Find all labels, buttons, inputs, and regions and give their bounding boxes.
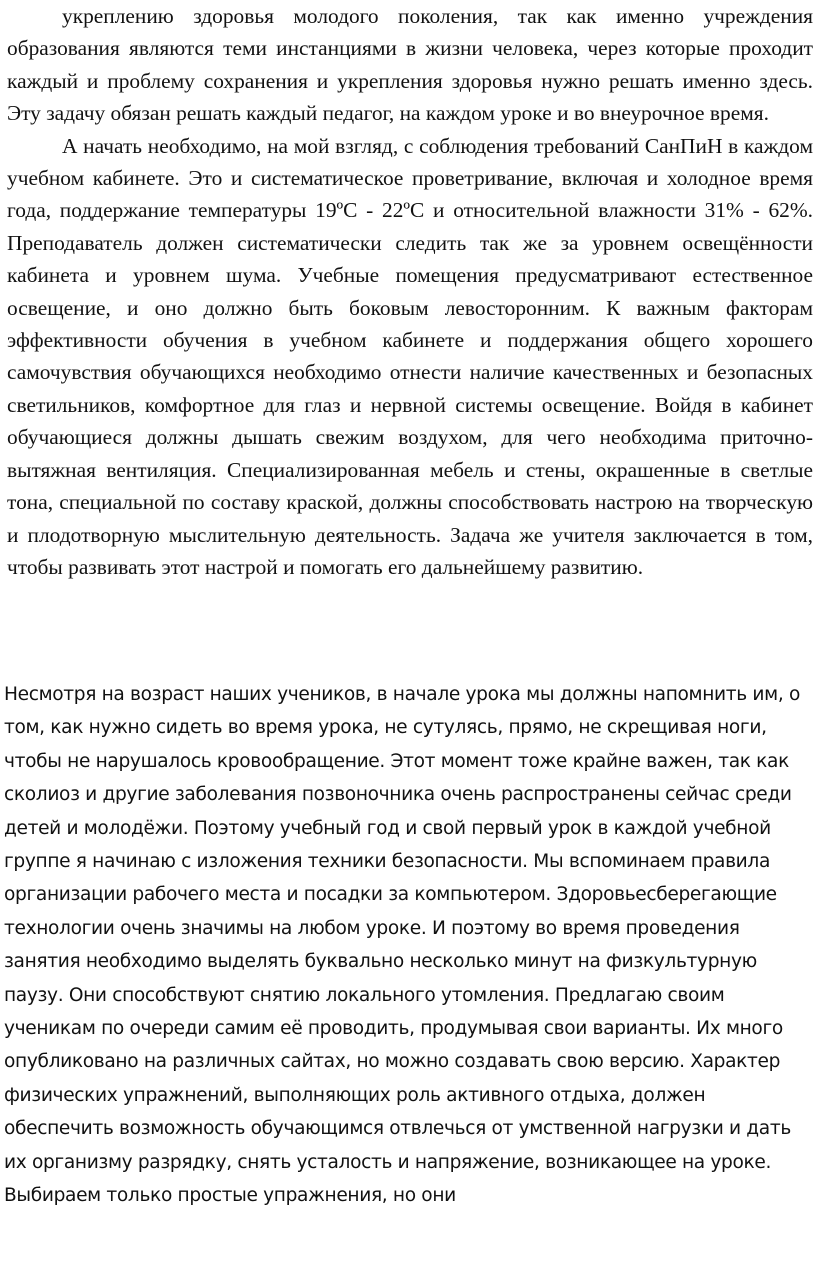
serif-text-section [7,0,813,583]
paragraph-posture-and-exercises: Несмотря на возраст наших учеников, в начале урока мы должны напомнить им, о том, как нужно сидеть во время урока, не сутулясь, прямо, не скрещивая ноги, чтобы не нарушалось кровообращение. Этот момент тоже крайне важен, так как сколиоз и другие заболевания позвоночника очень распространены сейчас среди детей и молодёжи. Поэтому учебный год и свой первый урок в каждой учебной группе я начинаю с изложения техники безопасности. Мы вспоминаем правила организации рабочего места и посадки за компьютером. Здоровьесберегающие технологии очень значимы на любом уроке. И поэтому во время проведения занятия необходимо выделять буквально несколько минут на физкультурную паузу. Они способствуют снятию локального утомления. Предлагаю своим ученикам по очереди самим её проводить, продумывая свои варианты. Их много опубликовано на различных сайтах, но можно создавать свою версию. Характер физических упражнений, выполняющих роль активного отдыха, должен обеспечить возможность обучающимся отвлечься от умственной нагрузки и дать их организму разрядку, снять усталость и напряжение, возникающее на уроке. Выбираем только простые упражнения, но они [4,684,800,1207]
paragraph-sanpin-requirements: А начать необходимо, на мой взгляд, с соблюдения требований СанПиН в каждом учебном кабинете. Это и систематическое проветривание, включая и холодное время года, поддержание температуры 19ºС - 22ºС и относительной влажности 31% - 62%. Преподаватель должен систематически следить так же за уровнем освещённости кабинета и уровнем шума. Учебные помещения предусматривают естественное освещение, и оно должно быть боковым левосторонним. К важным факторам эффективности обучения в учебном кабинете и поддержания общего хорошего самочувствия обучающихся необходимо отнести наличие качественных и безопасных светильников, комфортное для глаз и нервной системы освещение. Войдя в кабинет обучающиеся должны дышать свежим воздухом, для чего необходима приточно-вытяжная вентиляция. Специализированная мебель и стены, окрашенные в светлые тона, специальной по составу краской, должны способствовать настрою на творческую и плодотворную мыслительную деятельность. Задача же учителя заключается в том, чтобы развивать этот настрой и помогать его дальнейшему развитию. [7,133,813,579]
sans-text-section [4,678,816,1213]
paragraph-health-education: укреплению здоровья молодого поколения, так как именно учреждения образования являются теми инстанциями в жизни человека, через которые проходит каждый и проблему сохранения и укрепления здоровья нужно решать именно здесь. Эту задачу обязан решать каждый педагог, на каждом уроке и во внеурочное время. [7,4,813,126]
